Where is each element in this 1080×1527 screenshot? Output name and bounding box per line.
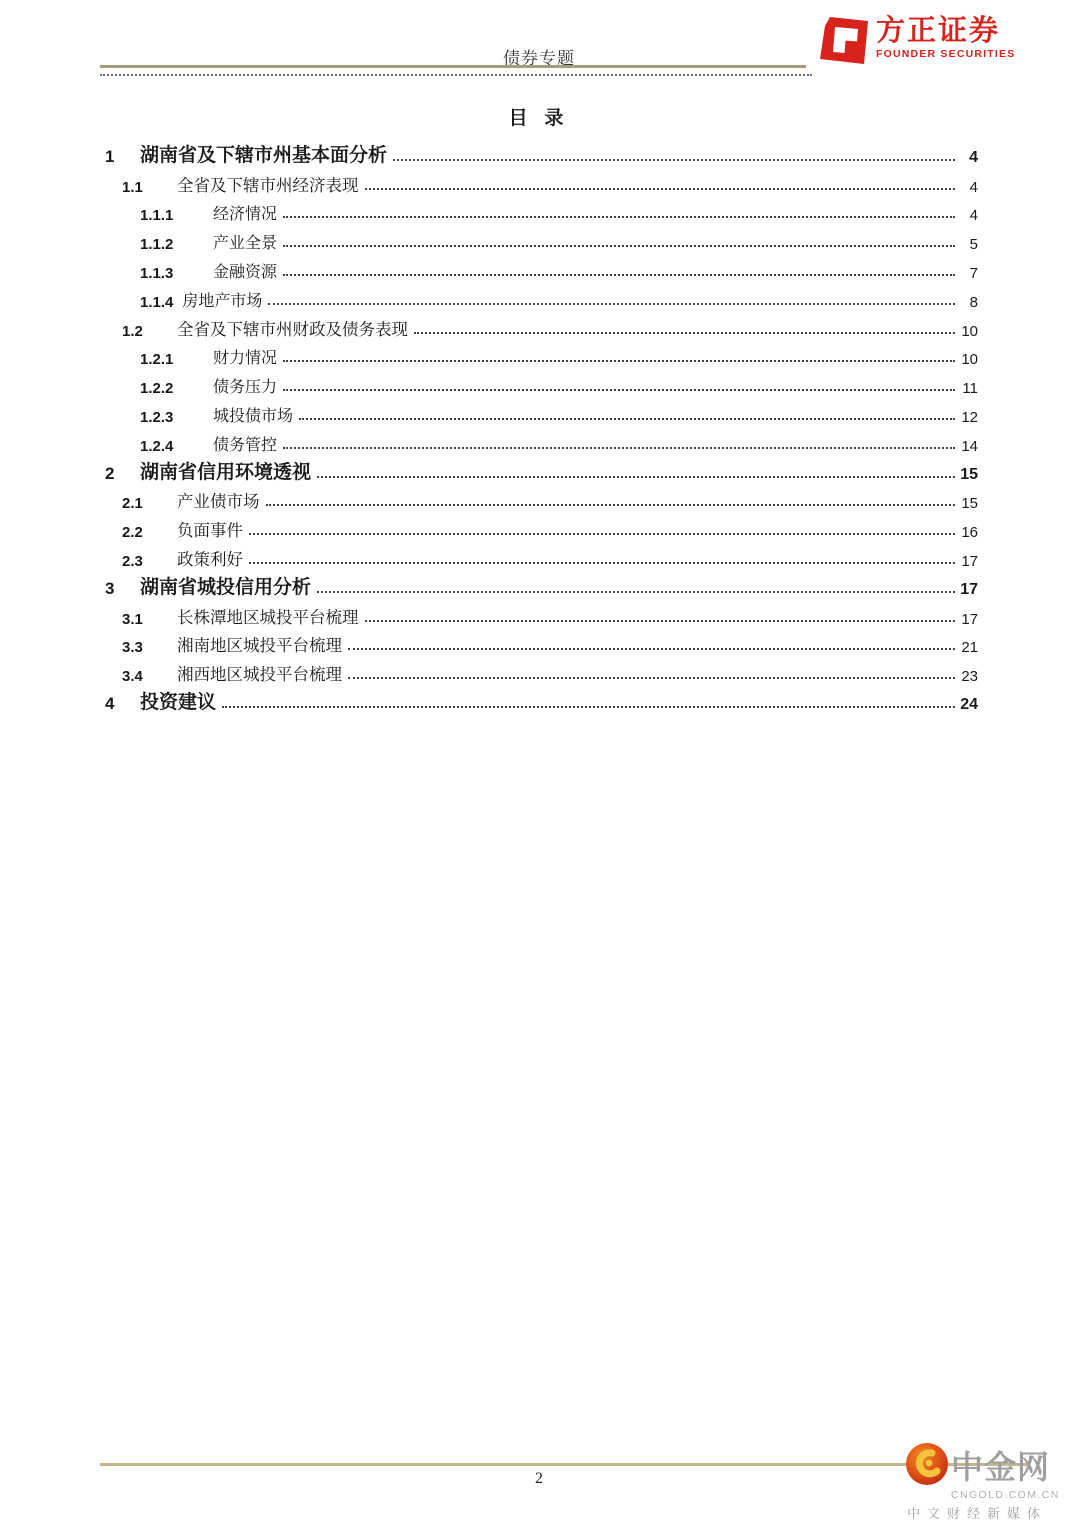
- toc-entry-page: 17: [960, 580, 978, 598]
- toc-entry-page: 8: [969, 293, 978, 311]
- toc-entry[interactable]: [100, 570, 978, 599]
- toc-entry-title: 债务压力: [213, 379, 278, 397]
- toc-entry-number: 3.4: [122, 668, 143, 686]
- toc-entry-title: 湘南地区城投平台梳理: [177, 636, 342, 656]
- toc-entry[interactable]: [100, 340, 978, 369]
- toc-leader-dots: [283, 389, 955, 391]
- toc-entry-title: 投资建议: [140, 691, 217, 713]
- toc-leader-dots: [299, 418, 955, 420]
- toc-entry[interactable]: [100, 138, 978, 167]
- toc-entry-page: 21: [961, 639, 978, 657]
- toc-entry-number: 3: [105, 578, 115, 598]
- toc-entry[interactable]: [100, 224, 978, 253]
- toc-entry[interactable]: [100, 368, 978, 397]
- toc-entry-page: 5: [969, 236, 978, 254]
- toc-entry[interactable]: [100, 685, 978, 714]
- toc-entry-page: 14: [961, 437, 978, 455]
- toc-entry-page: 15: [961, 495, 978, 513]
- toc-entry-number: 3.1: [122, 610, 143, 628]
- footer-page-number: 2: [535, 1470, 543, 1487]
- toc-title: 目 录: [508, 108, 570, 129]
- toc-leader-dots: [283, 245, 955, 247]
- toc-entry-page: 16: [961, 524, 978, 542]
- toc-entry-title: 湖南省及下辖市州基本面分析: [140, 144, 388, 166]
- toc-entry-number: 2: [105, 463, 115, 483]
- toc-entry-page: 10: [961, 322, 978, 340]
- toc-entry[interactable]: [100, 311, 978, 340]
- toc-leader-dots: [283, 216, 955, 218]
- toc-entry-title: 经济情况: [213, 206, 278, 224]
- toc-entry-title: 金融资源: [213, 263, 278, 281]
- toc-leader-dots: [348, 677, 955, 679]
- toc-entry-title: 债务管控: [213, 436, 278, 454]
- toc-entry-title: 产业债市场: [177, 492, 260, 512]
- toc-entry[interactable]: [100, 455, 978, 484]
- toc-entry[interactable]: [100, 167, 978, 196]
- toc-list: [100, 138, 978, 714]
- toc-entry-number: 2.2: [122, 524, 143, 542]
- founder-cube-icon: [820, 16, 868, 69]
- watermark-brand-cn: 中金网: [951, 1448, 1051, 1485]
- brand-name-cn: 方正证券: [876, 15, 1001, 47]
- header-section-label: 债券专题: [503, 49, 575, 68]
- toc-entry[interactable]: [100, 512, 978, 541]
- footer-rule: [100, 1463, 1030, 1466]
- toc-entry-page: 17: [961, 552, 978, 570]
- cngold-watermark: [905, 1442, 1077, 1522]
- toc-entry-page: 15: [960, 465, 978, 483]
- toc-leader-dots: [222, 706, 955, 708]
- toc-entry-number: 1.1.3: [140, 264, 174, 282]
- toc-entry-number: 1.2: [122, 322, 143, 340]
- toc-leader-dots: [249, 533, 955, 535]
- toc-leader-dots: [268, 303, 955, 305]
- toc-entry-page: 4: [969, 148, 978, 166]
- toc-entry-number: 4: [105, 693, 115, 713]
- founder-securities-logo: [820, 16, 1015, 69]
- toc-leader-dots: [283, 447, 955, 449]
- toc-entry-title: 全省及下辖市州财政及债务表现: [177, 319, 408, 339]
- header-rule-dotted: [100, 74, 812, 76]
- toc-entry-number: 2.3: [122, 552, 143, 570]
- toc-entry-title: 湖南省城投信用分析: [140, 576, 312, 598]
- toc-entry[interactable]: [100, 253, 978, 282]
- toc-entry-title: 全省及下辖市州经济表现: [177, 175, 359, 195]
- toc-leader-dots: [317, 476, 955, 478]
- toc-entry[interactable]: [100, 196, 978, 225]
- toc-entry-title: 房地产市场: [182, 292, 263, 310]
- toc-leader-dots: [317, 591, 955, 593]
- toc-entry-number: 1.1: [122, 178, 143, 196]
- toc-entry-page: 24: [960, 695, 978, 713]
- toc-leader-dots: [393, 159, 955, 161]
- toc-entry-page: 4: [969, 207, 978, 225]
- toc-leader-dots: [283, 360, 955, 362]
- toc-entry-title: 湘西地区城投平台梳理: [177, 665, 342, 685]
- toc-entry-number: 1.1.4: [140, 293, 174, 311]
- toc-leader-dots: [266, 504, 956, 506]
- toc-entry-title: 城投债市场: [213, 407, 294, 425]
- watermark-domain: CNGOLD.COM.CN: [951, 1489, 1060, 1501]
- toc-entry-number: 2.1: [122, 495, 143, 513]
- toc-entry[interactable]: [100, 628, 978, 657]
- toc-entry-page: 23: [961, 668, 978, 686]
- toc-entry-number: 1.1.2: [140, 236, 174, 254]
- toc-leader-dots: [283, 274, 955, 276]
- toc-entry-number: 1.1.1: [140, 207, 174, 225]
- cngold-logo-icon: [905, 1442, 949, 1491]
- watermark-tagline: 中文财经新媒体: [907, 1506, 1048, 1521]
- toc-entry-page: 4: [969, 178, 978, 196]
- toc-entry-title: 负面事件: [177, 521, 243, 541]
- toc-entry[interactable]: [100, 282, 978, 311]
- toc-entry-title: 长株潭地区城投平台梳理: [177, 607, 359, 627]
- toc-entry-number: 1.2.2: [140, 380, 174, 398]
- toc-entry-page: 10: [961, 351, 978, 369]
- toc-entry[interactable]: [100, 599, 978, 628]
- toc-entry-title: 产业全景: [213, 235, 278, 253]
- toc-entry-title: 财力情况: [213, 350, 278, 368]
- toc-entry[interactable]: [100, 484, 978, 513]
- toc-entry-number: 3.3: [122, 639, 143, 657]
- toc-entry[interactable]: [100, 541, 978, 570]
- brand-name-en: FOUNDER SECURITIES: [876, 48, 1016, 60]
- toc-entry-page: 7: [969, 264, 978, 282]
- toc-leader-dots: [365, 188, 956, 190]
- toc-entry-page: 12: [961, 408, 978, 426]
- toc-entry-number: 1: [105, 146, 115, 166]
- toc-entry-number: 1.2.4: [140, 437, 174, 455]
- toc-entry-number: 1.2.3: [140, 408, 174, 426]
- toc-leader-dots: [348, 648, 955, 650]
- toc-leader-dots: [365, 620, 956, 622]
- toc-entry-page: 17: [961, 610, 978, 628]
- toc-leader-dots: [249, 562, 955, 564]
- toc-entry[interactable]: [100, 426, 978, 455]
- toc-entry-title: 政策利好: [177, 549, 243, 569]
- header-rule-solid: [100, 65, 806, 68]
- toc-entry[interactable]: [100, 656, 978, 685]
- toc-entry-number: 1.2.1: [140, 351, 174, 369]
- toc-leader-dots: [414, 332, 955, 334]
- toc-entry-page: 11: [962, 380, 978, 398]
- toc-entry[interactable]: [100, 397, 978, 426]
- toc-entry-title: 湖南省信用环境透视: [140, 461, 312, 483]
